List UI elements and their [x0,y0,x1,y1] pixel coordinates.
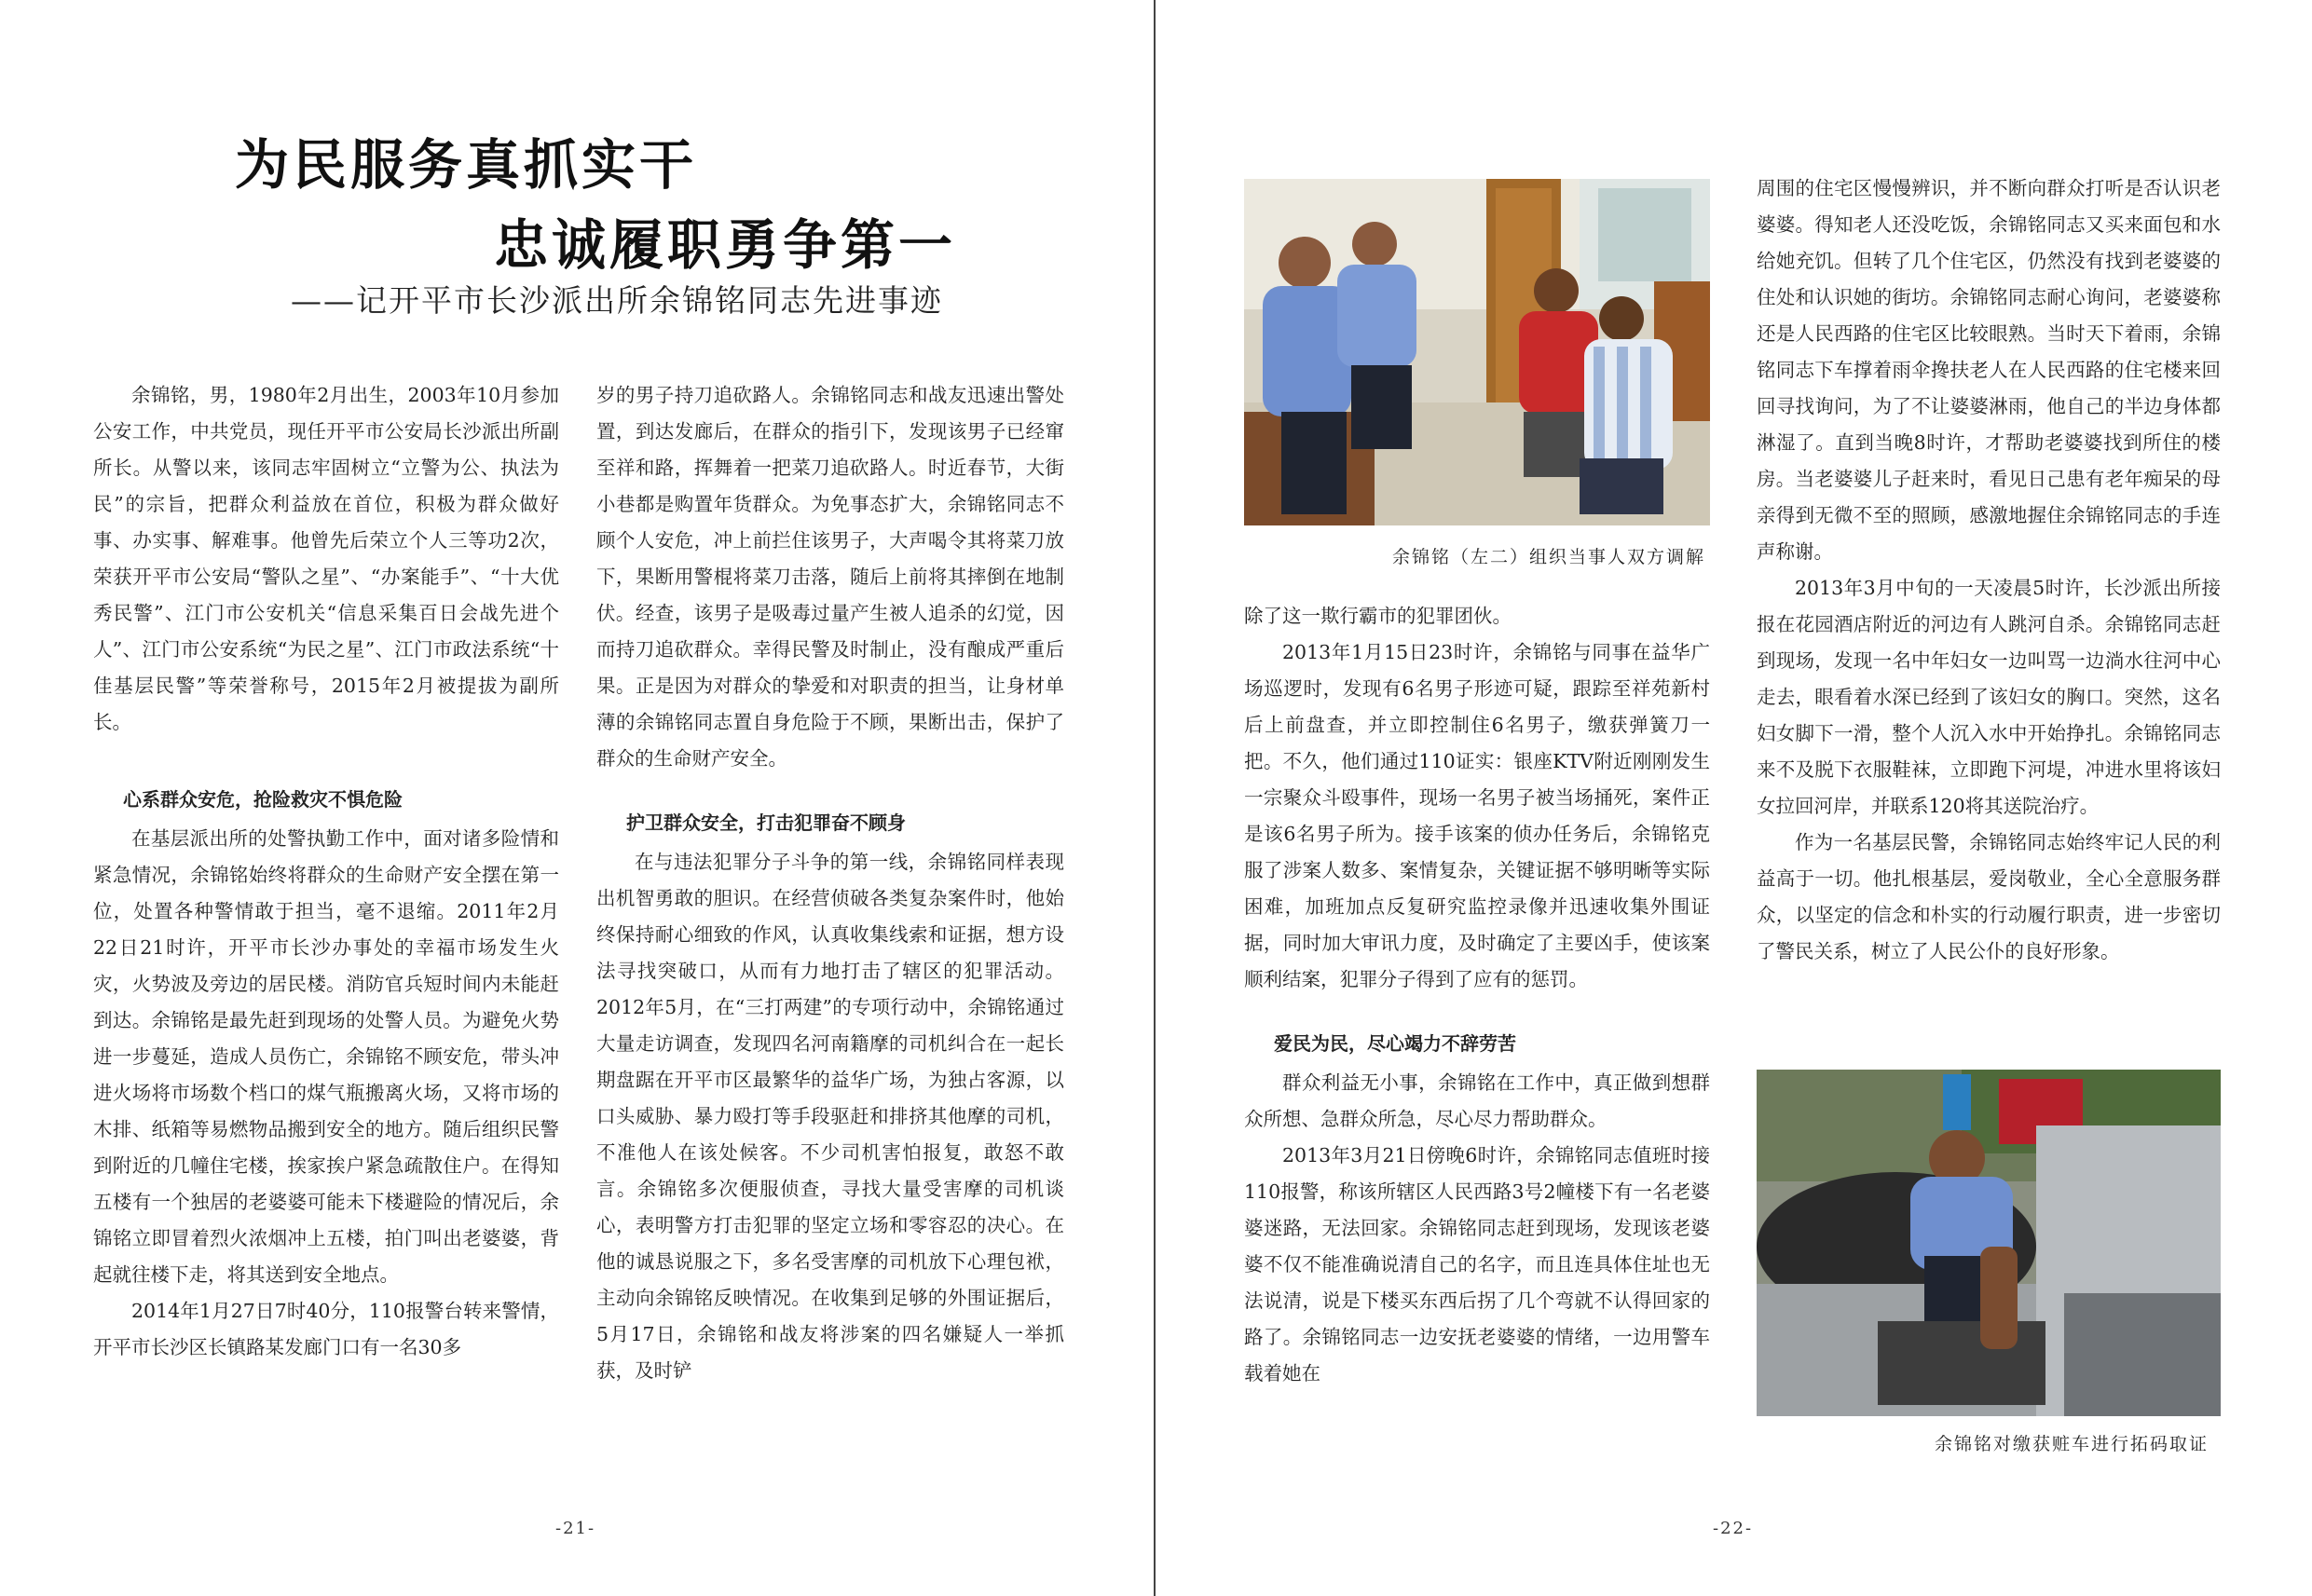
paragraph: 2013年3月21日傍晚6时许，余锦铭同志值班时接110报警，称该所辖区人民西路3号2幢楼下有一名老婆婆迷路，无法回家。余锦铭同志赶到现场，发现该老婆婆不仅不能准确说清自己的名字，而且连具体住址也无法说清，说是下楼买东西后拐了几个弯就不认得回家的路了。余锦铭同志一边安抚老婆婆的情绪，一边用警车载着她在 [1244,1144,1710,1385]
section-heading-rescue: 心系群众安危，抢险救灾不惧危险 [123,788,403,811]
paragraph: 群众利益无小事，余锦铭在工作中，真正做到想群众所想、急群众所急，尽心尽力帮助群众。 [1244,1071,1710,1130]
paragraph: 在基层派出所的处警执勤工作中，面对诸多险情和紧急情况，余锦铭始终将群众的生命财产安全摆在第一位，处置各种警情敢于担当，毫不退缩。2011年2月22日21时许，开平市长沙办事处的幸福市场发生火灾，火势波及旁边的居民楼。消防官兵短时间内未能赶到达。余锦铭是最先赶到现场的处警人员。为避免火势进一步蔓延，造成人员伤亡，余锦铭不顾安危，带头冲进火场将市场数个档口的煤气瓶搬离火场，又将市场的木排、纸箱等易燃物品搬到安全的地方。随后组织民警到附近的几幢住宅楼，挨家挨户紧急疏散住户。在得知五楼有一个独居的老婆婆可能未下楼避险的情况后，余锦铭立即冒着烈火浓烟冲上五楼，拍门叫出老婆婆，背起就往楼下走，将其送到安全地点。 [93,827,559,1286]
column-3 [1244,598,1710,1392]
photo-scooter-illustration [1757,1070,2221,1416]
subtitle: ——记开平市长沙派出所余锦铭同志先进事迹 [291,282,943,319]
page-22 [1156,0,2312,1596]
headline-line-2: 忠诚履职勇争第一 [494,213,957,277]
column-2 [596,377,1064,1389]
photo-scooter-caption: 余锦铭对缴获赃车进行拓码取证 [1934,1434,2209,1454]
photo-scooter-evidence [1757,1070,2221,1416]
page-21 [0,0,1155,1596]
photo-mediation-illustration [1244,179,1710,525]
paragraph: 岁的男子持刀追砍路人。余锦铭同志和战友迅速出警处置，到达发廊后，在群众的指引下，发现该男子已经窜至祥和路，挥舞着一把菜刀追砍路人。时近春节，大街小巷都是购置年货群众。为免事态扩大，余锦铭同志不顾个人安危，冲上前拦住该男子，大声喝令其将菜刀放下，果断用警棍将菜刀击落，随后上前将其摔倒在地制伏。经查，该男子是吸毒过量产生被人追杀的幻觉，因而持刀追砍群众。幸得民警及时制止，没有酿成严重后果。正是因为对群众的挚爱和对职责的担当，让身材单薄的余锦铭同志置自身危险于不顾，果断出击，保护了群众的生命财产安全。 [596,384,1064,770]
paragraph: 2014年1月27日7时40分，110报警台转来警情，开平市长沙区长镇路某发廊门口有一名30多 [93,1300,559,1358]
intro-paragraph: 余锦铭，男，1980年2月出生，2003年10月参加公安工作，中共党员，现任开平市公安局长沙派出所副所长。从警以来，该同志牢固树立“立警为公、执法为民”的宗旨，把群众利益放在首位，积极为群众做好事、办实事、解难事。他曾先后荣立个人三等功2次，荣获开平市公安局“警队之星”、“办案能手”、“十大优秀民警”、江门市公安机关“信息采集百日会战先进个人”、江门市公安系统“为民之星”、江门市政法系统“十佳基层民警”等荣誉称号，2015年2月被提拔为副所长。 [93,384,559,733]
column-4 [1757,171,2221,970]
page-number-21: -21- [555,1519,596,1538]
column-1 [93,377,559,1366]
photo-mediation-caption: 余锦铭（左二）组织当事人双方调解 [1391,547,1705,567]
photo-mediation [1244,179,1710,525]
headline-line-1: 为民服务真抓实干 [235,133,698,197]
paragraph: 2013年1月15日23时许，余锦铭与同事在益华广场巡逻时，发现有6名男子形迹可疑，跟踪至祥苑新村后上前盘查，并立即控制住6名男子，缴获弹簧刀一把。不久，他们通过110证实：银座KTV附近刚刚发生一宗聚众斗殴事件，现场一名男子被当场捅死，案件正是该6名男子所为。接手该案的侦办任务后，余锦铭克服了涉案人数多、案情复杂，关键证据不够明晰等实际困难，加班加点反复研究监控录像并迅速收集外围证据，同时加大审讯力度，及时确定了主要凶手，使该案顺利结案，犯罪分子得到了应有的惩罚。 [1244,641,1710,990]
paragraph: 在与违法犯罪分子斗争的第一线，余锦铭同样表现出机智勇敢的胆识。在经营侦破各类复杂案件时，他始终保持耐心细致的作风，认真收集线索和证据，想方设法寻找突破口，从而有力地打击了辖区的犯罪活动。2012年5月，在“三打两建”的专项行动中，余锦铭通过大量走访调查，发现四名河南籍摩的司机纠合在一起长期盘踞在开平市区最繁华的益华广场，为独占客源，以口头威胁、暴力殴打等手段驱赶和排挤其他摩的司机，不准他人在该处候客。不少司机害怕报复，敢怒不敢言。余锦铭多次便服侦查，寻找大量受害摩的司机谈心，表明警方打击犯罪的坚定立场和零容忍的决心。在他的诚恳说服之下，多名受害摩的司机放下心理包袱，主动向余锦铭反映情况。在收集到足够的外围证据后，5月17日，余锦铭和战友将涉案的四名嫌疑人一举抓获，及时铲 [596,851,1064,1382]
paragraph: 周围的住宅区慢慢辨识，并不断向群众打听是否认识老婆婆。得知老人还没吃饭，余锦铭同志又买来面包和水给她充饥。但转了几个住宅区，仍然没有找到老婆婆的住处和认识她的街坊。余锦铭同志耐心询问，老婆婆称还是人民西路的住宅区比较眼熟。当时天下着雨，余锦铭同志下车撑着雨伞搀扶老人在人民西路的住宅楼来回回寻找询问，为了不让婆婆淋雨，他自己的半边身体都淋湿了。直到当晚8时许，才帮助老婆婆找到所住的楼房。当老婆婆儿子赶来时，看见日己患有老年痴呆的母亲得到无微不至的照顾，感激地握住余锦铭同志的手连声称谢。 [1757,177,2221,563]
paragraph: 除了这一欺行霸市的犯罪团伙。 [1244,605,1512,627]
section-heading-crime: 护卫群众安全，打击犯罪奋不顾身 [626,812,906,834]
paragraph: 2013年3月中旬的一天凌晨5时许，长沙派出所接报在花园酒店附近的河边有人跳河自杀。余锦铭同志赶到现场，发现一名中年妇女一边叫骂一边淌水往河中心走去，眼看着水深已经到了该妇女的胸口。突然，这名妇女脚下一滑，整个人沉入水中开始挣扎。余锦铭同志来不及脱下衣服鞋袜，立即跑下河堤，冲进水里将该妇女拉回河岸，并联系120将其送院治疗。 [1757,577,2221,817]
paragraph: 作为一名基层民警，余锦铭同志始终牢记人民的利益高于一切。他扎根基层，爱岗敬业，全心全意服务群众，以坚定的信念和朴实的行动履行职责，进一步密切了警民关系，树立了人民公仆的良好形象。 [1757,831,2221,962]
section-heading-service: 爱民为民，尽心竭力不辞劳苦 [1274,1032,1516,1055]
page-number-22: -22- [1713,1519,1754,1538]
